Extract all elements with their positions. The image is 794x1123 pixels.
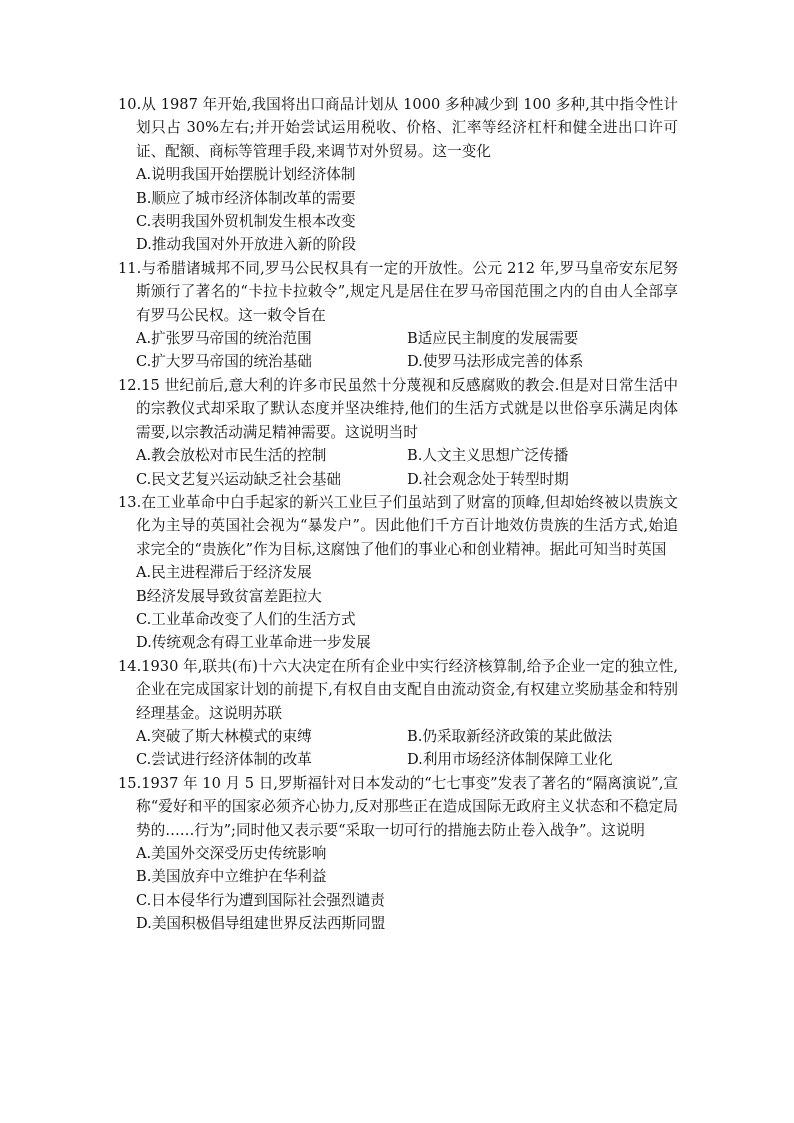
option-c: C.工业革命改变了人们的生活方式	[136, 610, 356, 628]
exam-page	[118, 93, 678, 936]
option-c: C.表明我国外贸机制发生根本改变	[136, 213, 356, 231]
option-a: A.扩张罗马帝国的统治范围	[136, 330, 312, 348]
option-a: A.突破了斯大林模式的束缚	[136, 727, 312, 745]
question-stem: 12.15 世纪前后,意大利的许多市民虽然十分蔑视和反感腐败的教会.但是对日常生活中的宗教仪式却采取了默认态度并坚决维持,他们的生活方式就是以世俗享乐满足肉体需要,以宗教活动满足精神需要。这说明当时	[118, 376, 678, 441]
option-a: A.教会放松对市民生活的控制	[136, 447, 327, 465]
option-d: D.使罗马法形成完善的体系	[407, 353, 584, 371]
option-b: B.仍采取新经济政策的某此做法	[407, 727, 613, 745]
question-stem: 10.从 1987 年开始,我国将出口商品计划从 1000 多种减少到 100 多种,其中指令性计划只占 30%左右;并开始尝试运用税收、价格、汇率等经济杠杆和健全进出口许可证、配额、商标等管理手段,来调节对外贸易。这一变化	[118, 96, 678, 160]
option-c: C.日本侵华行为遭到国际社会强烈谴责	[136, 891, 385, 909]
question-11	[118, 257, 678, 374]
option-b: B.美国放弃中立维护在华利益	[136, 868, 327, 886]
option-b: B适应民主制度的发展需要	[407, 330, 579, 348]
option-a: A.说明我国开始摆脱计划经济体制	[136, 166, 356, 184]
option-b: B.人文主义思想广泛传播	[407, 447, 569, 465]
option-list	[118, 327, 678, 374]
question-15	[118, 772, 678, 936]
option-list	[118, 163, 678, 257]
option-b: B.顺应了城市经济体制改革的需要	[136, 189, 356, 207]
question-stem: 11.与希腊诸城邦不同,罗马公民权具有一定的开放性。公元 212 年,罗马皇帝安东尼努斯颁行了著名的“卡拉卡拉敕令”,规定凡是居住在罗马帝国范围之内的自由人全部享有罗马公民权。这一敕令旨在	[118, 259, 678, 324]
option-d: D.社会观念处于转型时期	[407, 470, 569, 488]
option-list	[118, 725, 678, 772]
option-c: C.尝试进行经济体制的改革	[136, 751, 312, 769]
option-c: C.民文艺复兴运动缺乏社会基础	[136, 470, 342, 488]
option-list	[118, 444, 678, 491]
question-13	[118, 491, 678, 655]
option-d: D.传统观念有碍工业革命进一步发展	[136, 634, 371, 652]
question-stem: 15.1937 年 10 月 5 日,罗斯福针对日本发动的“七七事变”发表了著名的“隔离演说”,宣称“爱好和平的国家必须齐心协力,反对那些正在造成国际无政府主义状态和不稳定局势的……行为”;同时他又表示要“采取一切可行的措施去防止卷入战争”。这说明	[118, 774, 678, 839]
option-d: D.推动我国对外开放进入新的阶段	[136, 236, 357, 254]
question-10	[118, 93, 678, 257]
option-d: D.美国积极倡导组建世界反法西斯同盟	[136, 915, 386, 933]
question-stem: 13.在工业革命中白手起家的新兴工业巨子们虽站到了财富的顶峰,但却始终被以贵族文化为主导的英国社会视为“暴发户”。因此他们千方百计地效仿贵族的生活方式,始追求完全的“贵族化”作为目标,这腐蚀了他们的事业心和创业精神。据此可知当时英国	[118, 493, 678, 558]
option-a: A.民主进程滞后于经济发展	[136, 564, 312, 582]
option-list	[118, 561, 678, 655]
option-list	[118, 842, 678, 936]
option-d: D.利用市场经济体制保障工业化	[407, 751, 613, 769]
question-stem: 14.1930 年,联共(布)十六大决定在所有企业中实行经济核算制,给予企业一定的独立性,企业在完成国家计划的前提下,有权自由支配自由流动资金,有权建立奖励基金和特别经理基金。这说明苏联	[118, 657, 678, 722]
question-14	[118, 655, 678, 772]
option-a: A.美国外交深受历史传统影响	[136, 845, 327, 862]
option-c: C.扩大罗马帝国的统治基础	[136, 353, 312, 371]
option-b: B经济发展导致贫富差距拉大	[136, 587, 322, 605]
question-12	[118, 374, 678, 491]
